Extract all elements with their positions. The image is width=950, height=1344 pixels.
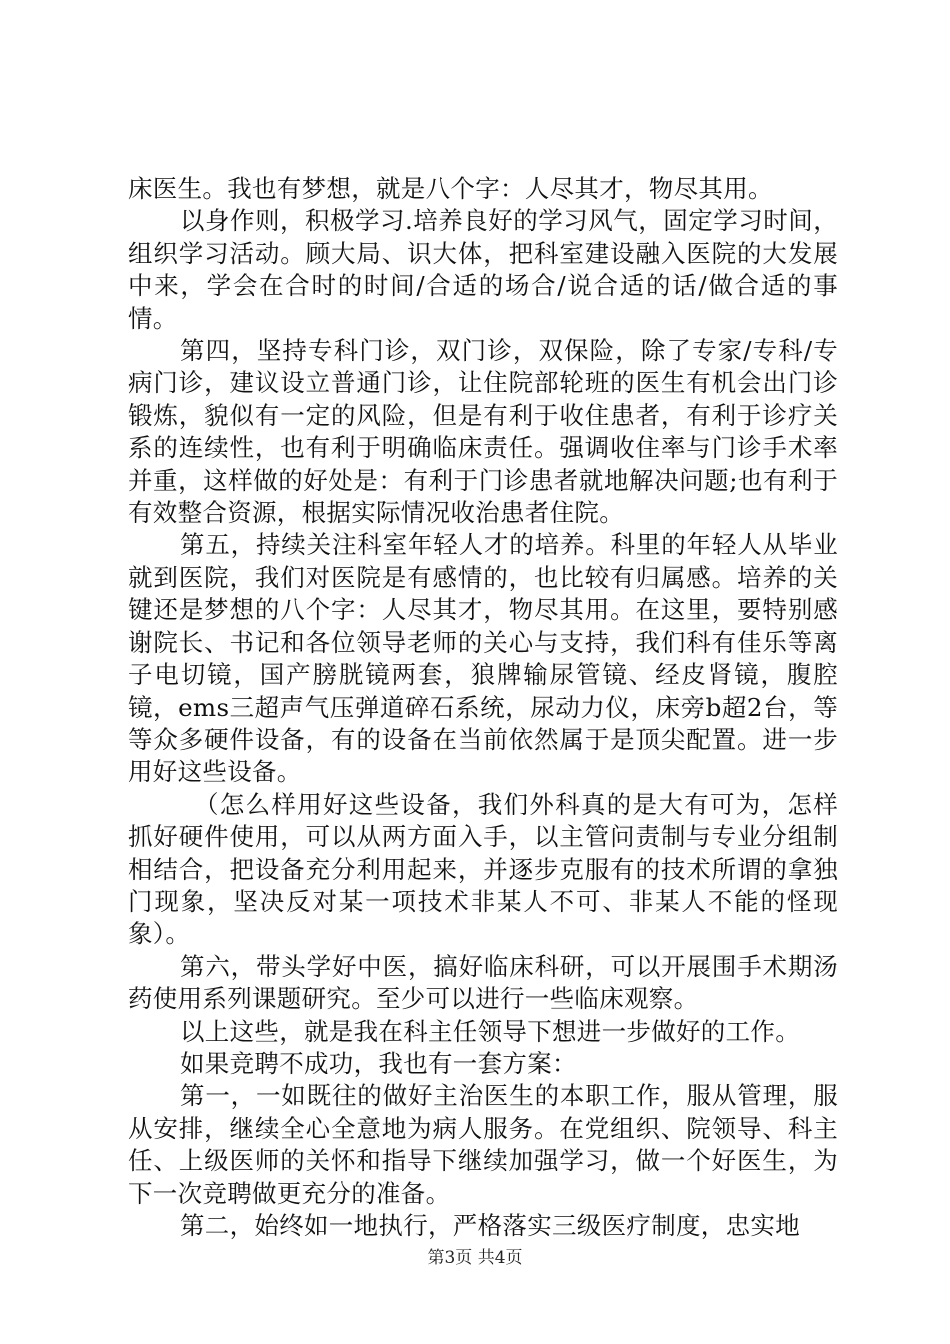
paragraph-10: 第二，始终如一地执行，严格落实三级医疗制度，忠实地 (180, 1211, 800, 1240)
paragraph-8: 如果竞聘不成功，我也有一套方案： (180, 1048, 577, 1078)
paragraph-6: 第六，带头学好中医，搞好临床科研，可以开展围手术期汤药使用系列课题研究。至少可以进行一些临床观察。 (128, 951, 838, 1014)
document-body (128, 173, 838, 1242)
paragraph-3: 第四，坚持专科门诊，双门诊，双保险，除了专家/专科/专病门诊，建议设立普通门诊，让住院部轮班的医生有机会出门诊锻炼，貌似有一定的风险，但是有利于收住患者，有利于诊疗关系的连续性，也有利于明确临床责任。强调收住率与门诊手术率并重，这样做的好处是：有利于门诊患者就地解决问题;也有利于有效整合资源，根据实际情况收治患者住院。 (128, 336, 838, 528)
page-footer (0, 1248, 950, 1268)
paragraph-1: 床医生。我也有梦想，就是八个字：人尽其才，物尽其用。 (128, 174, 773, 203)
paragraph-5: （怎么样用好这些设备，我们外科真的是大有可为，怎样抓好硬件使用，可以从两方面入手，以主管问责制与专业分组制相结合，把设备充分利用起来，并逐步克服有的技术所谓的拿独门现象，坚决反对某一项技术非某人不可、非某人不能的怪现象）。 (128, 789, 838, 949)
paragraph-2: 以身作则，积极学习.培养良好的学习风气，固定学习时间，组织学习活动。顾大局、识大体，把科室建设融入医院的大发展中来，学会在合时的时间/合适的场合/说合适的话/做合适的事情。 (128, 206, 838, 333)
page-number-label: 第3页 共4页 (427, 1248, 523, 1268)
paragraph-4: 第五，持续关注科室年轻人才的培养。科里的年轻人从毕业就到医院，我们对医院是有感情的，也比较有归属感。培养的关键还是梦想的八个字：人尽其才，物尽其用。在这里，要特别感谢院长、书记和各位领导老师的关心与支持，我们科有佳乐等离子电切镜，国产膀胱镜两套，狼牌输尿管镜、经皮肾镜，腹腔镜，ems三超声气压弹道碎石系统，尿动力仪，床旁b超2台，等等众多硬件设备，有的设备在当前依然属于是顶尖配置。进一步用好这些设备。 (128, 530, 838, 787)
paragraph-7: 以上这些，就是我在科主任领导下想进一步做好的工作。 (180, 1016, 800, 1046)
paragraph-9: 第一，一如既往的做好主治医生的本职工作，服从管理，服从安排，继续全心全意地为病人服务。在党组织、院领导、科主任、上级医师的关怀和指导下继续加强学习，做一个好医生，为下一次竞聘做更充分的准备。 (128, 1081, 838, 1208)
